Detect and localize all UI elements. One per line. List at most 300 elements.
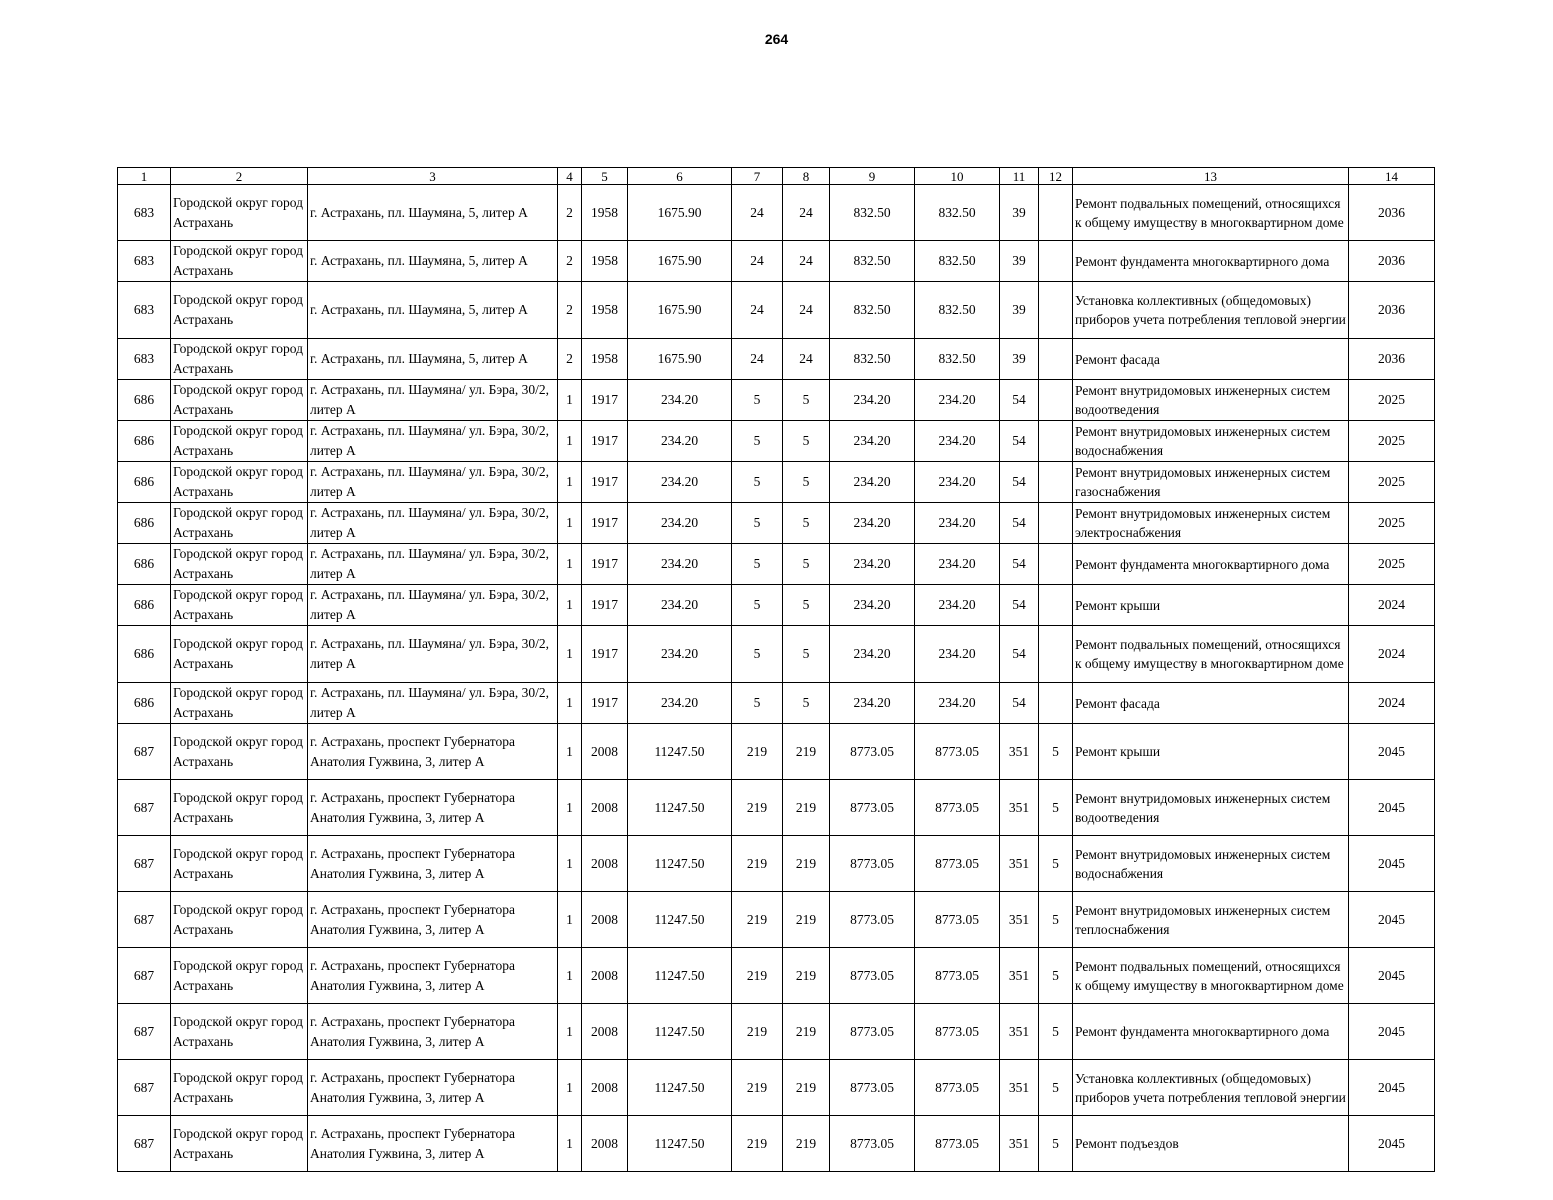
header-cell-column-12: 12 [1039,168,1073,185]
cell-private-area: 832.50 [915,339,1000,380]
cell-total-area: 234.20 [628,421,732,462]
cell-row-number: 683 [118,282,171,339]
cell-apartments: 219 [732,780,783,836]
table-row [118,948,1435,1004]
cell-year-built: 1958 [582,339,628,380]
cell-row-number: 687 [118,1116,171,1172]
cell-living-area: 234.20 [830,421,915,462]
cell-total-area: 1675.90 [628,282,732,339]
cell-floors: 1 [558,1060,582,1116]
cell-apartments: 219 [732,836,783,892]
cell-private-area: 234.20 [915,585,1000,626]
cell-living-area: 832.50 [830,282,915,339]
cell-residential-units: 5 [783,585,830,626]
cell-apartments: 5 [732,503,783,544]
cell-address: г. Астрахань, пл. Шаумяна/ ул. Бэра, 30/2, литер А [308,421,558,462]
table-row [118,724,1435,780]
cell-residential-units: 219 [783,1004,830,1060]
cell-total-area: 11247.50 [628,724,732,780]
cell-floors: 1 [558,836,582,892]
cell-residents: 39 [1000,339,1039,380]
cell-year-built: 2008 [582,1060,628,1116]
cell-column-12 [1039,683,1073,724]
cell-residents: 54 [1000,626,1039,683]
cell-year-built: 1917 [582,462,628,503]
cell-living-area: 832.50 [830,185,915,241]
table-row [118,503,1435,544]
cell-municipality: Городской округ город Астрахань [171,1116,308,1172]
cell-floors: 1 [558,948,582,1004]
cell-year-built: 2008 [582,948,628,1004]
cell-planned-year: 2024 [1349,626,1435,683]
cell-planned-year: 2045 [1349,780,1435,836]
header-cell-total-area: 6 [628,168,732,185]
cell-private-area: 8773.05 [915,836,1000,892]
table-row [118,683,1435,724]
cell-floors: 1 [558,724,582,780]
cell-residents: 351 [1000,724,1039,780]
cell-year-built: 2008 [582,836,628,892]
cell-year-built: 2008 [582,1116,628,1172]
cell-floors: 1 [558,683,582,724]
cell-row-number: 683 [118,339,171,380]
cell-total-area: 11247.50 [628,948,732,1004]
cell-private-area: 832.50 [915,185,1000,241]
cell-year-built: 2008 [582,892,628,948]
cell-row-number: 687 [118,948,171,1004]
cell-private-area: 234.20 [915,544,1000,585]
cell-residents: 351 [1000,1004,1039,1060]
cell-address: г. Астрахань, проспект Губернатора Анатолия Гужвина, 3, литер А [308,892,558,948]
cell-residential-units: 219 [783,780,830,836]
cell-residents: 54 [1000,585,1039,626]
table-row [118,462,1435,503]
table-row [118,241,1435,282]
cell-municipality: Городской округ город Астрахань [171,1060,308,1116]
cell-work-type: Ремонт подвальных помещений, относящихся к общему имуществу в многоквартирном доме [1073,185,1349,241]
cell-residents: 54 [1000,380,1039,421]
cell-residents: 39 [1000,185,1039,241]
cell-row-number: 683 [118,241,171,282]
cell-row-number: 686 [118,380,171,421]
cell-residential-units: 5 [783,462,830,503]
cell-floors: 1 [558,503,582,544]
cell-row-number: 686 [118,421,171,462]
cell-apartments: 5 [732,683,783,724]
cell-row-number: 686 [118,503,171,544]
cell-apartments: 219 [732,724,783,780]
cell-residential-units: 24 [783,185,830,241]
cell-residential-units: 5 [783,626,830,683]
cell-floors: 1 [558,1116,582,1172]
cell-year-built: 1917 [582,585,628,626]
cell-year-built: 2008 [582,724,628,780]
cell-floors: 1 [558,380,582,421]
cell-address: г. Астрахань, проспект Губернатора Анатолия Гужвина, 3, литер А [308,1060,558,1116]
cell-work-type: Ремонт фундамента многоквартирного дома [1073,544,1349,585]
cell-apartments: 219 [732,1116,783,1172]
header-cell-planned-year: 14 [1349,168,1435,185]
cell-residential-units: 5 [783,683,830,724]
table-row [118,544,1435,585]
cell-planned-year: 2045 [1349,1116,1435,1172]
cell-planned-year: 2036 [1349,282,1435,339]
cell-municipality: Городской округ город Астрахань [171,544,308,585]
cell-planned-year: 2025 [1349,421,1435,462]
cell-work-type: Ремонт фасада [1073,683,1349,724]
cell-year-built: 1917 [582,683,628,724]
cell-planned-year: 2045 [1349,892,1435,948]
cell-living-area: 832.50 [830,339,915,380]
cell-municipality: Городской округ город Астрахань [171,462,308,503]
cell-living-area: 8773.05 [830,780,915,836]
cell-living-area: 8773.05 [830,948,915,1004]
cell-planned-year: 2025 [1349,380,1435,421]
cell-year-built: 1958 [582,282,628,339]
cell-address: г. Астрахань, проспект Губернатора Анатолия Гужвина, 3, литер А [308,1116,558,1172]
table-row [118,836,1435,892]
cell-living-area: 832.50 [830,241,915,282]
cell-work-type: Установка коллективных (общедомовых) приборов учета потребления тепловой энергии [1073,1060,1349,1116]
table-row [118,780,1435,836]
cell-total-area: 234.20 [628,462,732,503]
cell-residents: 54 [1000,462,1039,503]
cell-address: г. Астрахань, пл. Шаумяна/ ул. Бэра, 30/2, литер А [308,683,558,724]
table-row [118,282,1435,339]
cell-total-area: 1675.90 [628,339,732,380]
table-row [118,380,1435,421]
cell-total-area: 1675.90 [628,185,732,241]
cell-residential-units: 24 [783,241,830,282]
cell-total-area: 11247.50 [628,1004,732,1060]
cell-residential-units: 24 [783,282,830,339]
cell-column-12 [1039,421,1073,462]
cell-residential-units: 219 [783,1116,830,1172]
cell-apartments: 219 [732,948,783,1004]
cell-address: г. Астрахань, пл. Шаумяна/ ул. Бэра, 30/2, литер А [308,544,558,585]
cell-address: г. Астрахань, пл. Шаумяна, 5, литер А [308,282,558,339]
cell-address: г. Астрахань, пл. Шаумяна/ ул. Бэра, 30/2, литер А [308,462,558,503]
cell-municipality: Городской округ город Астрахань [171,683,308,724]
cell-living-area: 234.20 [830,503,915,544]
cell-residents: 351 [1000,948,1039,1004]
cell-municipality: Городской округ город Астрахань [171,780,308,836]
cell-residents: 54 [1000,503,1039,544]
cell-row-number: 683 [118,185,171,241]
cell-planned-year: 2036 [1349,339,1435,380]
header-cell-municipality: 2 [171,168,308,185]
cell-floors: 1 [558,626,582,683]
cell-column-12: 5 [1039,836,1073,892]
cell-residential-units: 24 [783,339,830,380]
cell-column-12 [1039,462,1073,503]
cell-work-type: Ремонт внутридомовых инженерных систем водоснабжения [1073,421,1349,462]
cell-residents: 351 [1000,780,1039,836]
table-row [118,1116,1435,1172]
cell-work-type: Ремонт фундамента многоквартирного дома [1073,241,1349,282]
cell-residents: 54 [1000,683,1039,724]
cell-work-type: Ремонт подвальных помещений, относящихся к общему имуществу в многоквартирном доме [1073,626,1349,683]
cell-municipality: Городской округ город Астрахань [171,503,308,544]
cell-total-area: 234.20 [628,683,732,724]
cell-municipality: Городской округ город Астрахань [171,380,308,421]
cell-private-area: 234.20 [915,421,1000,462]
cell-row-number: 687 [118,892,171,948]
cell-row-number: 687 [118,780,171,836]
cell-floors: 2 [558,339,582,380]
cell-residential-units: 219 [783,948,830,1004]
cell-work-type: Ремонт внутридомовых инженерных систем водоотведения [1073,380,1349,421]
cell-municipality: Городской округ город Астрахань [171,892,308,948]
table-row [118,585,1435,626]
cell-floors: 1 [558,421,582,462]
cell-address: г. Астрахань, пл. Шаумяна, 5, литер А [308,241,558,282]
cell-residential-units: 219 [783,836,830,892]
cell-row-number: 687 [118,1060,171,1116]
header-cell-living-area: 9 [830,168,915,185]
cell-apartments: 219 [732,1060,783,1116]
cell-private-area: 234.20 [915,683,1000,724]
cell-private-area: 8773.05 [915,1060,1000,1116]
cell-row-number: 686 [118,462,171,503]
cell-work-type: Ремонт крыши [1073,585,1349,626]
cell-living-area: 234.20 [830,462,915,503]
cell-residential-units: 5 [783,421,830,462]
cell-private-area: 8773.05 [915,892,1000,948]
page-number: 264 [764,31,789,47]
cell-apartments: 5 [732,544,783,585]
cell-private-area: 832.50 [915,282,1000,339]
cell-residents: 39 [1000,282,1039,339]
cell-work-type: Ремонт подъездов [1073,1116,1349,1172]
header-cell-floors: 4 [558,168,582,185]
cell-living-area: 8773.05 [830,836,915,892]
table-row [118,892,1435,948]
cell-planned-year: 2045 [1349,836,1435,892]
cell-apartments: 5 [732,462,783,503]
cell-living-area: 234.20 [830,626,915,683]
cell-planned-year: 2036 [1349,185,1435,241]
cell-year-built: 1917 [582,626,628,683]
cell-planned-year: 2024 [1349,585,1435,626]
cell-address: г. Астрахань, пл. Шаумяна/ ул. Бэра, 30/2, литер А [308,626,558,683]
cell-apartments: 219 [732,892,783,948]
cell-residential-units: 5 [783,380,830,421]
cell-floors: 1 [558,544,582,585]
cell-address: г. Астрахань, проспект Губернатора Анатолия Гужвина, 3, литер А [308,1004,558,1060]
cell-municipality: Городской округ город Астрахань [171,421,308,462]
cell-living-area: 234.20 [830,380,915,421]
cell-floors: 1 [558,462,582,503]
table-row [118,626,1435,683]
cell-address: г. Астрахань, пл. Шаумяна/ ул. Бэра, 30/2, литер А [308,585,558,626]
cell-residents: 54 [1000,421,1039,462]
cell-private-area: 8773.05 [915,1004,1000,1060]
cell-column-12 [1039,241,1073,282]
cell-total-area: 234.20 [628,503,732,544]
cell-living-area: 8773.05 [830,1060,915,1116]
cell-year-built: 1917 [582,421,628,462]
cell-work-type: Ремонт внутридомовых инженерных систем водоотведения [1073,780,1349,836]
cell-address: г. Астрахань, проспект Губернатора Анатолия Гужвина, 3, литер А [308,780,558,836]
cell-municipality: Городской округ город Астрахань [171,282,308,339]
cell-work-type: Установка коллективных (общедомовых) приборов учета потребления тепловой энергии [1073,282,1349,339]
cell-row-number: 686 [118,626,171,683]
cell-planned-year: 2024 [1349,683,1435,724]
cell-living-area: 8773.05 [830,724,915,780]
cell-private-area: 8773.05 [915,948,1000,1004]
cell-total-area: 234.20 [628,626,732,683]
cell-work-type: Ремонт внутридомовых инженерных систем теплоснабжения [1073,892,1349,948]
cell-floors: 2 [558,282,582,339]
table-row [118,1004,1435,1060]
cell-residents: 351 [1000,1116,1039,1172]
capital-repair-table [117,167,1435,1172]
cell-column-12: 5 [1039,1060,1073,1116]
header-cell-work-type: 13 [1073,168,1349,185]
cell-total-area: 234.20 [628,544,732,585]
cell-living-area: 234.20 [830,544,915,585]
cell-column-12 [1039,339,1073,380]
cell-year-built: 1958 [582,241,628,282]
cell-municipality: Городской округ город Астрахань [171,626,308,683]
cell-municipality: Городской округ город Астрахань [171,724,308,780]
cell-year-built: 1917 [582,503,628,544]
cell-work-type: Ремонт внутридомовых инженерных систем электроснабжения [1073,503,1349,544]
cell-apartments: 219 [732,1004,783,1060]
cell-row-number: 687 [118,724,171,780]
cell-residents: 351 [1000,1060,1039,1116]
cell-apartments: 24 [732,185,783,241]
cell-column-12: 5 [1039,948,1073,1004]
cell-column-12 [1039,282,1073,339]
cell-apartments: 5 [732,626,783,683]
cell-municipality: Городской округ город Астрахань [171,948,308,1004]
cell-floors: 1 [558,1004,582,1060]
cell-column-12: 5 [1039,1004,1073,1060]
cell-living-area: 234.20 [830,585,915,626]
cell-address: г. Астрахань, проспект Губернатора Анатолия Гужвина, 3, литер А [308,836,558,892]
cell-apartments: 24 [732,241,783,282]
cell-private-area: 8773.05 [915,780,1000,836]
cell-total-area: 11247.50 [628,1060,732,1116]
cell-address: г. Астрахань, пл. Шаумяна, 5, литер А [308,339,558,380]
cell-residents: 54 [1000,544,1039,585]
cell-planned-year: 2036 [1349,241,1435,282]
cell-address: г. Астрахань, пл. Шаумяна/ ул. Бэра, 30/2, литер А [308,380,558,421]
cell-living-area: 234.20 [830,683,915,724]
cell-private-area: 234.20 [915,380,1000,421]
cell-total-area: 234.20 [628,380,732,421]
cell-column-12: 5 [1039,780,1073,836]
cell-column-12 [1039,503,1073,544]
cell-row-number: 686 [118,683,171,724]
cell-floors: 2 [558,241,582,282]
cell-address: г. Астрахань, пл. Шаумяна/ ул. Бэра, 30/2, литер А [308,503,558,544]
header-cell-residential-units: 8 [783,168,830,185]
cell-municipality: Городской округ город Астрахань [171,836,308,892]
cell-year-built: 1917 [582,544,628,585]
cell-column-12 [1039,380,1073,421]
cell-municipality: Городской округ город Астрахань [171,585,308,626]
header-row [118,168,1435,185]
cell-column-12: 5 [1039,1116,1073,1172]
table-row [118,1060,1435,1116]
cell-planned-year: 2045 [1349,1060,1435,1116]
cell-work-type: Ремонт внутридомовых инженерных систем газоснабжения [1073,462,1349,503]
cell-floors: 2 [558,185,582,241]
cell-row-number: 687 [118,836,171,892]
cell-column-12 [1039,626,1073,683]
cell-living-area: 8773.05 [830,1116,915,1172]
table-row [118,339,1435,380]
header-cell-year-built: 5 [582,168,628,185]
cell-work-type: Ремонт внутридомовых инженерных систем водоснабжения [1073,836,1349,892]
cell-column-12 [1039,185,1073,241]
cell-work-type: Ремонт фундамента многоквартирного дома [1073,1004,1349,1060]
cell-residential-units: 219 [783,724,830,780]
cell-apartments: 5 [732,421,783,462]
cell-work-type: Ремонт фасада [1073,339,1349,380]
header-cell-residents: 11 [1000,168,1039,185]
cell-planned-year: 2045 [1349,724,1435,780]
cell-private-area: 234.20 [915,626,1000,683]
cell-municipality: Городской округ город Астрахань [171,241,308,282]
cell-address: г. Астрахань, проспект Губернатора Анатолия Гужвина, 3, литер А [308,724,558,780]
cell-total-area: 11247.50 [628,780,732,836]
cell-address: г. Астрахань, пл. Шаумяна, 5, литер А [308,185,558,241]
cell-floors: 1 [558,780,582,836]
cell-work-type: Ремонт крыши [1073,724,1349,780]
cell-planned-year: 2025 [1349,462,1435,503]
cell-apartments: 5 [732,380,783,421]
cell-apartments: 5 [732,585,783,626]
cell-floors: 1 [558,585,582,626]
cell-apartments: 24 [732,282,783,339]
cell-total-area: 11247.50 [628,1116,732,1172]
cell-residential-units: 219 [783,1060,830,1116]
cell-municipality: Городской округ город Астрахань [171,339,308,380]
cell-municipality: Городской округ город Астрахань [171,1004,308,1060]
cell-planned-year: 2025 [1349,503,1435,544]
cell-private-area: 832.50 [915,241,1000,282]
cell-year-built: 1917 [582,380,628,421]
cell-row-number: 686 [118,544,171,585]
header-cell-private-area: 10 [915,168,1000,185]
cell-work-type: Ремонт подвальных помещений, относящихся к общему имуществу в многоквартирном доме [1073,948,1349,1004]
cell-row-number: 687 [118,1004,171,1060]
table-row [118,421,1435,462]
cell-private-area: 234.20 [915,503,1000,544]
cell-year-built: 1958 [582,185,628,241]
cell-private-area: 234.20 [915,462,1000,503]
cell-residential-units: 219 [783,892,830,948]
cell-residents: 39 [1000,241,1039,282]
cell-address: г. Астрахань, проспект Губернатора Анатолия Гужвина, 3, литер А [308,948,558,1004]
cell-year-built: 2008 [582,1004,628,1060]
cell-column-12 [1039,544,1073,585]
table-row [118,185,1435,241]
cell-residents: 351 [1000,892,1039,948]
cell-apartments: 24 [732,339,783,380]
cell-private-area: 8773.05 [915,1116,1000,1172]
cell-residents: 351 [1000,836,1039,892]
cell-planned-year: 2045 [1349,948,1435,1004]
cell-living-area: 8773.05 [830,1004,915,1060]
header-cell-address: 3 [308,168,558,185]
cell-private-area: 8773.05 [915,724,1000,780]
cell-row-number: 686 [118,585,171,626]
